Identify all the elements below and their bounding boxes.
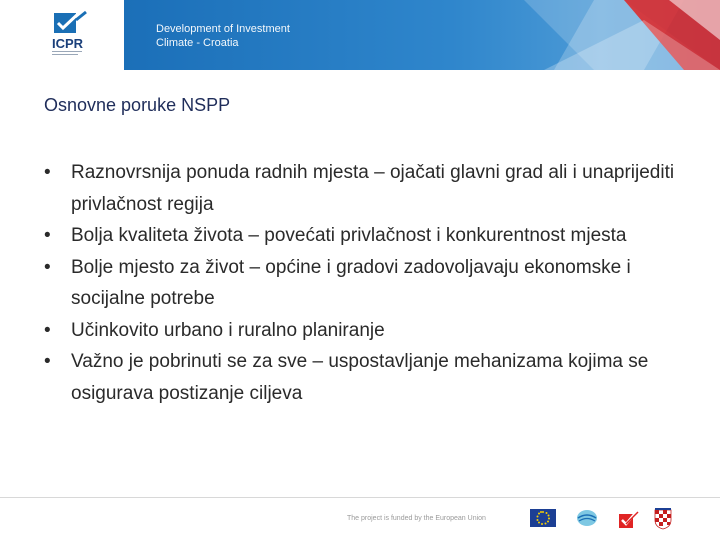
bullet-marker: • — [44, 256, 51, 278]
icpr-logo — [0, 0, 124, 70]
banner-text — [156, 22, 290, 50]
funding-text: The project is funded by the European Union — [347, 515, 486, 522]
bullet-item — [44, 346, 704, 409]
bullet-list — [44, 157, 704, 409]
banner-line-1: Development of Investment — [156, 23, 290, 35]
slide-title: Osnovne poruke NSPP — [44, 95, 231, 115]
bullet-text: Bolja kvaliteta života – povećati privlačnost i konkurentnost mjesta — [71, 225, 627, 246]
bullet-text: Važno je pobrinuti se za sve – uspostavljanje mehanizama kojima se osigurava postizanje ciljeva — [71, 351, 649, 404]
bullet-item — [44, 220, 704, 252]
eu-flag-icon — [530, 508, 556, 528]
bullet-text: Raznovrsnija ponuda radnih mjesta – ojačati glavni grad ali i unaprijediti privlačnost regija — [71, 162, 675, 215]
bullet-text: Bolje mjesto za život – općine i gradovi zadovoljavaju ekonomske i socijalne potrebe — [71, 256, 631, 309]
bullet-marker: • — [44, 225, 51, 246]
header-banner — [124, 0, 720, 70]
bullet-text: Učinkovito urbano i ruralno planiranje — [71, 319, 385, 341]
bullet-marker: • — [44, 319, 51, 341]
bullet-marker: • — [44, 351, 51, 372]
footer-divider — [0, 497, 720, 498]
banner-line-2: Climate - Croatia — [156, 37, 239, 49]
bullet-item — [44, 252, 704, 315]
icpr-logo-text: ICPR — [52, 36, 84, 51]
icpr-checkmark-icon — [0, 0, 124, 70]
croatian-coat-of-arms-icon — [654, 508, 672, 530]
bullet-item — [44, 315, 704, 347]
bullet-item — [44, 157, 704, 220]
partner-globe-icon — [576, 508, 598, 528]
partner-checkmark-icon — [617, 508, 639, 530]
slide-header — [0, 0, 720, 70]
bullet-marker: • — [44, 162, 51, 183]
